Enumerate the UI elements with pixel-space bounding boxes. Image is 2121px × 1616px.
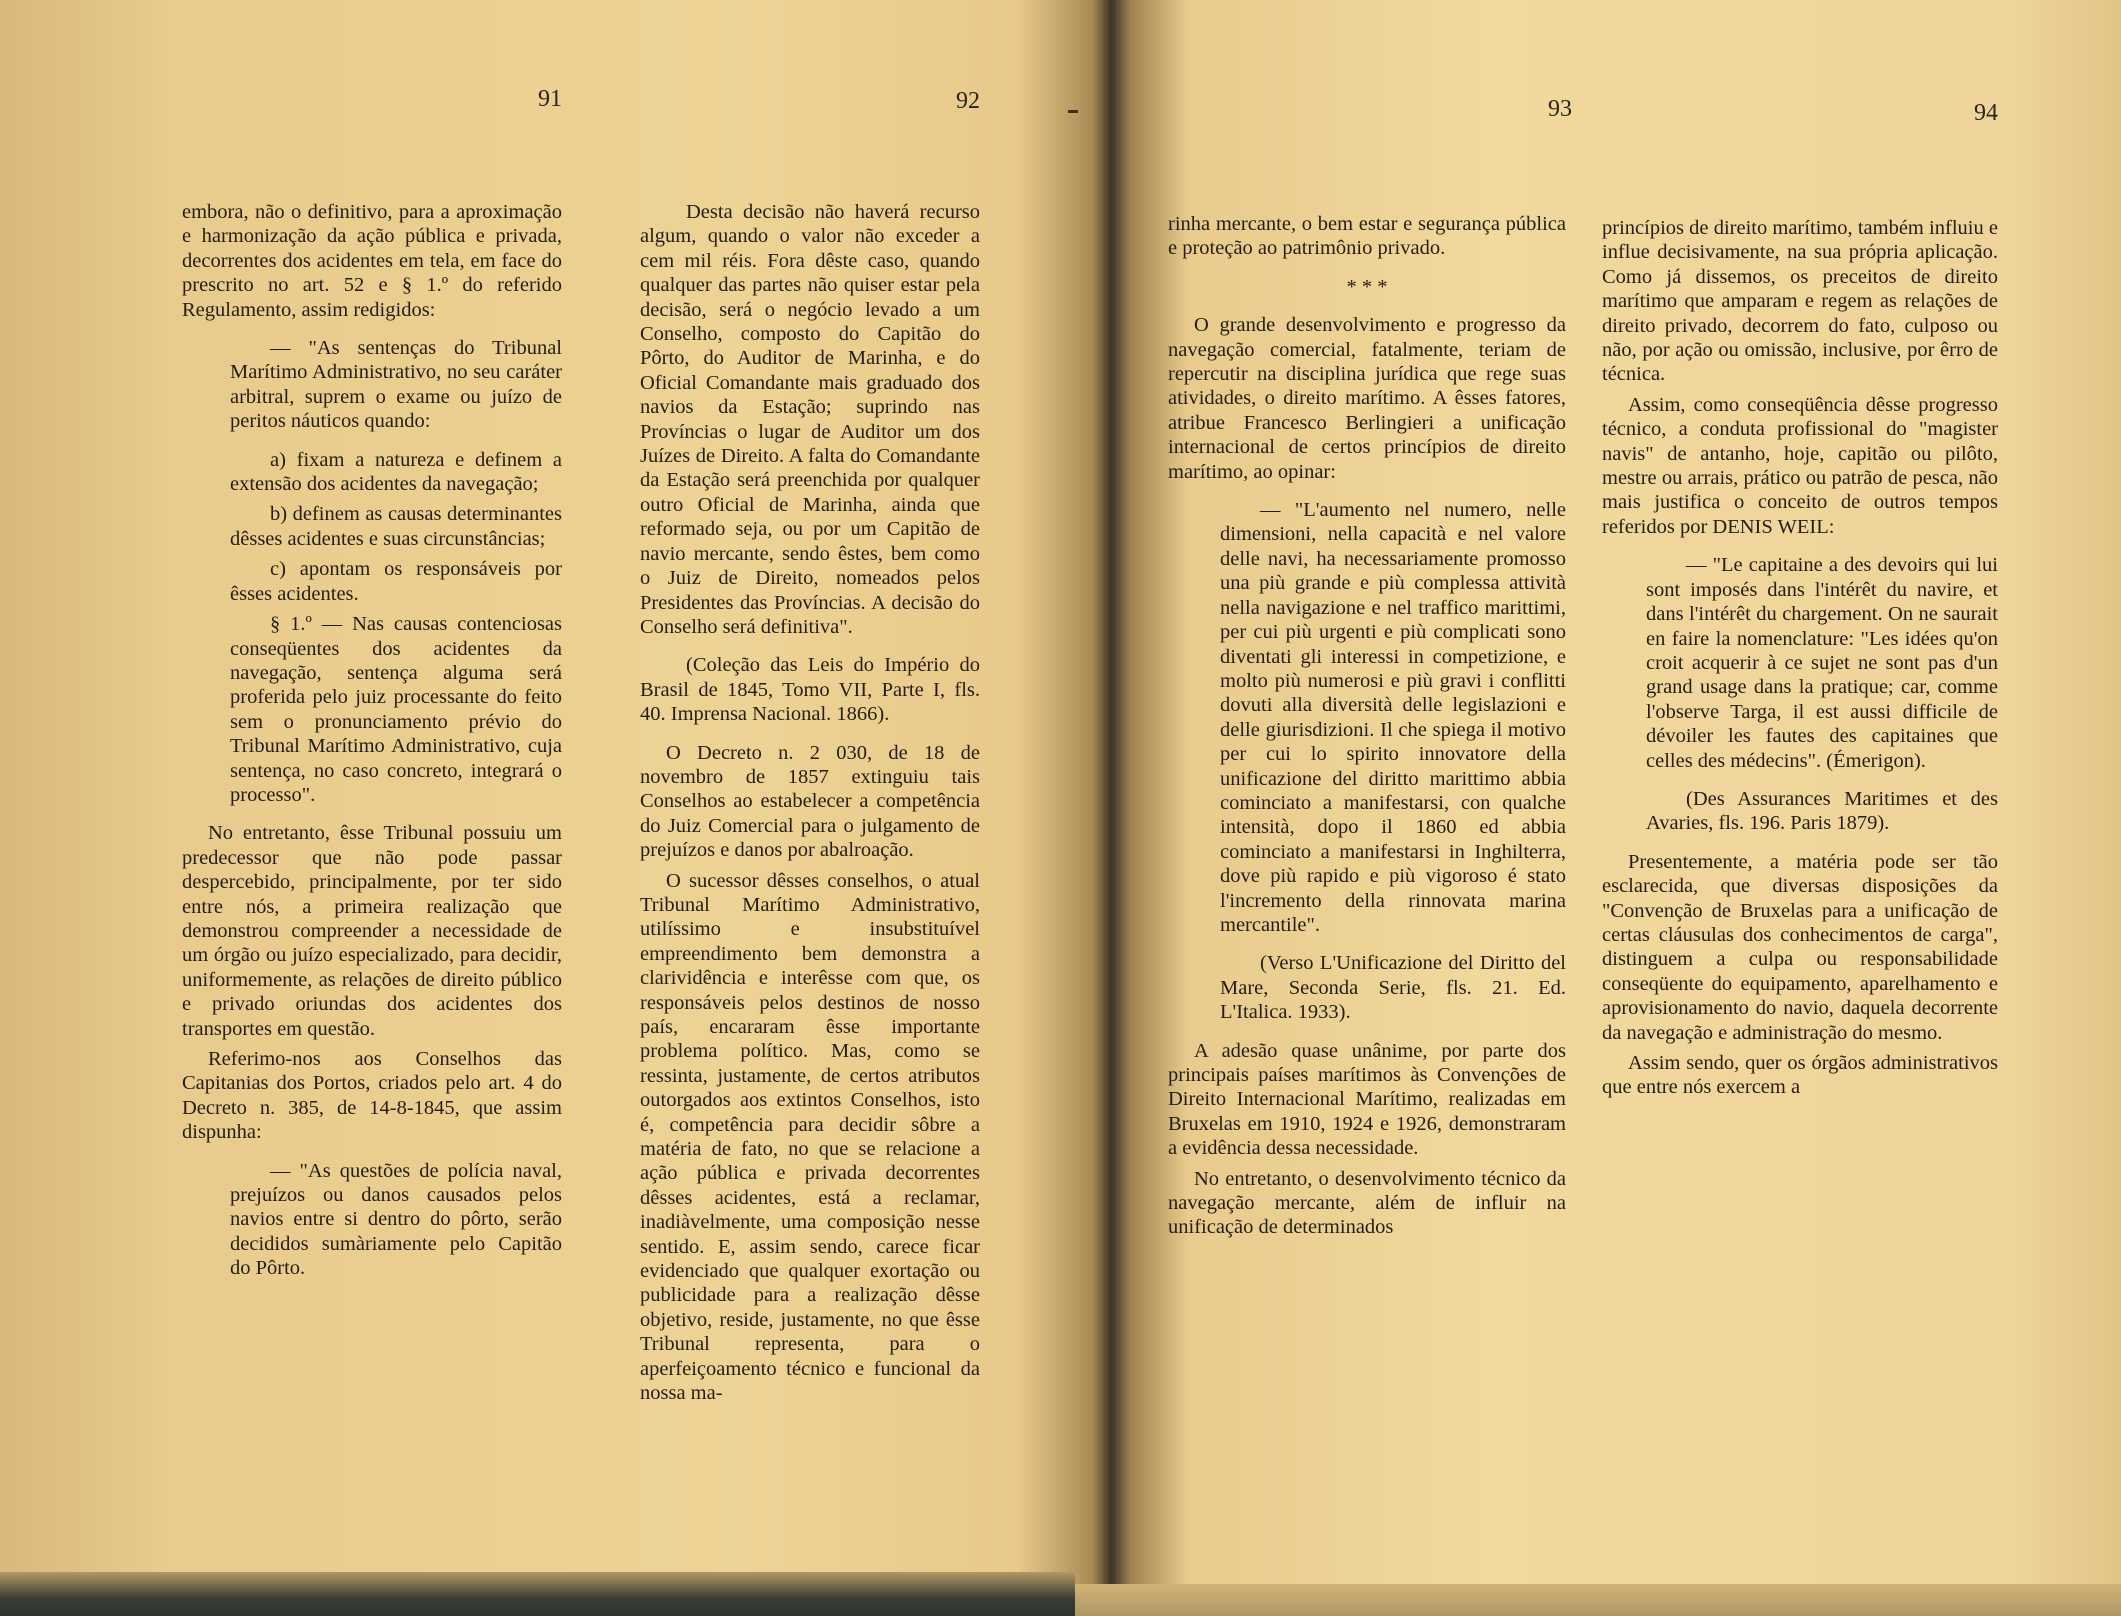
paragraph: Assim, como conseqüência dêsse progresso técnico, a conduta profissional do "magister navis" de antanho, hoje, capitão ou pilôto, mestre ou arrais, prático ou patrão de pesca, não mais justifica o conceito de outros tempos referidos por DENIS WEIL:	[1602, 393, 1998, 538]
citation: (Des Assurances Maritimes et des Avaries, fls. 196. Paris 1879).	[1646, 787, 1998, 835]
paragraph: No entretanto, o desenvolvimento técnico da navegação mercante, além de influir na unificação de determinados	[1168, 1167, 1566, 1239]
section-separator: * * *	[1346, 275, 1388, 298]
citation: (Coleção das Leis do Império do Brasil de 1845, Tomo VII, Parte I, fls. 40. Imprensa Nacional. 1866).	[640, 654, 980, 726]
paragraph: O sucessor dêsses conselhos, o atual Tribunal Marítimo Administrativo, utilíssimo e insubstituível empreendimento bem demonstra a clarividência e interêsse com que, os responsáveis pelos destinos de nosso país, encararam êsse importante problema político. Mas, como se ressinta, justamente, de certos atributos outorgados aos extintos Conselhos, isto é, competência para decidir sôbre a matéria de fato, no que se relacione a ação pública e privada decorrentes dêsses acidentes, está a reclamar, inadiàvelmente, uma composição nesse sentido. E, assim sendo, carece ficar evidenciado que qualquer exortação ou publicidade para a realização dêsse objetivo, reside, justamente, no que êsse Tribunal representa, para o aperfeiçoamento técnico e funcional da nossa ma-	[640, 869, 980, 1405]
quote-paragraph: — "L'aumento nel numero, nelle dimensioni, nella capacità e nel valore delle navi, ha necessariamente promosso una più grande e più complessa attività nella navigazione e nel traffico marittimi, per cui più urgenti e più complicati sono diventati gli interessi in competizione, e molto più numerosi e più gravi i conflitti dovuti alla diversità delle legislazioni e delle giurisdizioni. Il che spiega il motivo per cui lo spirito innovatore della unificazione del diritto marittimo abbia cominciato a manifestarsi, con qualche intensità, dopo il 1860 ed abbia cominciato a manifestarsi in Inghilterra, dove più rapido e più vigoroso é stato l'incremento della rinnovata marina mercantile".	[1220, 499, 1566, 936]
binding-mark	[1068, 110, 1078, 113]
paragraph: Referimo-nos aos Conselhos das Capitanias dos Portos, criados pelo art. 4 do Decreto n. 385, de 14-8-1845, que assim dispunha:	[182, 1048, 562, 1144]
page-number-93: 93	[1548, 96, 1572, 122]
paragraph: Presentemente, a matéria pode ser tão esclarecida, que diversas disposições da "Convenção de Bruxelas para a unificação de certas cláusulas dos conhecimentos de carga", distinguem a culpa ou responsabilidade conseqüente do equipamento, aparelhamento e aprovisionamento do navio, daquela decorrente da navegação e administração do mesmo.	[1602, 850, 1998, 1044]
quote-item-c: c) apontam os responsáveis por êsses acidentes.	[230, 558, 562, 605]
page-92-text	[640, 200, 980, 1406]
quote-paragraph: — "Le capitaine a des devoirs qui lui sont imposés dans l'intérêt du navire, et dans l'intérêt du chargement. On ne saurait en faire la nomenclature: "Les idées qu'on croit acquerir à ce sujet ne sont pas d'un grand usage dans la pratique; car, comme l'observe Targa, il est aussi difficile de dévoiler les fautes des capitaines que celles des médecins". (Émerigon).	[1646, 554, 1998, 772]
page-94-text	[1602, 216, 1998, 1100]
paragraph: O Decreto n. 2 030, de 18 de novembro de 1857 extinguiu tais Conselhos ao estabelecer a competência do Juiz Comercial para o julgamento de prejuízos e danos por abalroação.	[640, 741, 980, 862]
quote-item-b: b) definem as causas determinantes dêsses acidentes e suas circunstâncias;	[230, 503, 562, 550]
paragraph: Assim sendo, quer os órgãos administrativos que entre nós exercem a	[1602, 1052, 1998, 1099]
paragraph: embora, não o definitivo, para a aproximação e harmonização da ação pública e privada, decorrentes dos acidentes em tela, em face do prescrito no art. 52 e § 1.º do referido Regulamento, assim redigidos:	[182, 201, 562, 321]
page-91-text	[182, 200, 562, 1281]
paragraph: Desta decisão não haverá recurso algum, quando o valor não exceder a cem mil réis. Fora dêste caso, quando qualquer das partes não quiser estar pela decisão, será o negócio levado a um Conselho, composto do Capitão do Pôrto, do Auditor de Marinha, e do Oficial Comandante mais graduado dos navios da Estação; suprindo nas Províncias o lugar de Auditor um dos Juízes de Direito. A falta do Comandante da Estação será preenchida por qualquer outro Oficial de Marinha, ainda que reformado seja, ou por um Capitão de navio mercante, sendo êstes, bem como o Juiz de Direito, nomeados pelos Presidentes das Províncias. A decisão do Conselho será definitiva".	[640, 201, 980, 638]
quote-paragraph: § 1.º — Nas causas contenciosas conseqüentes dos acidentes da navegação, sentença alguma será proferida pelo juiz processante do feito sem o pronunciamento prévio do Tribunal Marítimo Administrativo, cuja sentença, no caso concreto, integrará o processo".	[230, 613, 562, 806]
paragraph: rinha mercante, o bem estar e segurança pública e proteção ao patrimônio privado.	[1168, 213, 1566, 260]
paragraph: princípios de direito marítimo, também influiu e influe decisivamente, na sua própria aplicação. Como já dissemos, os preceitos de direito marítimo que amparam e regem as relações de direito privado, decorrem do fato, culposo ou não, por ação ou omissão, inclusive, por êrro de técnica.	[1602, 217, 1998, 386]
paragraph: O grande desenvolvimento e progresso da navegação comercial, fatalmente, teriam de repercutir na disciplina jurídica que rege suas atividades, o direito marítimo. A êsses fatores, atribue Francesco Berlingieri a unificação internacional de certos princípios de direito marítimo, ao opinar:	[1168, 314, 1566, 483]
paragraph: A adesão quase unânime, por parte dos principais países marítimos às Convenções de Direito Internacional Marítimo, realizadas em Bruxelas em 1910, 1924 e 1926, demonstraram a evidência dessa necessidade.	[1168, 1039, 1566, 1160]
page-93-text	[1168, 212, 1566, 1240]
paragraph: No entretanto, êsse Tribunal possuiu um predecessor que não pode passar despercebido, principalmente, por ter sido entre nós, a primeira realização que demonstrou compreender a necessidade de um órgão ou juízo especializado, para decidir, uniformemente, as relações de direito público e privado oriundas dos acidentes dos transportes em questão.	[182, 822, 562, 1040]
page-number-91: 91	[538, 86, 562, 112]
book-edge-bottom-right	[1075, 1584, 2121, 1616]
quote-paragraph: — "As questões de polícia naval, prejuízos ou danos causados pelos navios entre si dentro do pôrto, serão decididos sumàriamente pelo Capitão do Pôrto.	[230, 1159, 562, 1280]
book-edge-bottom-left	[0, 1572, 1075, 1616]
citation: (Verso L'Unificazione del Diritto del Mare, Seconda Serie, fls. 21. Ed. L'Italica. 1933).	[1220, 952, 1566, 1024]
page-number-92: 92	[956, 88, 980, 114]
quote-item-a: a) fixam a natureza e definem a extensão dos acidentes da navegação;	[230, 448, 562, 496]
page-number-94: 94	[1974, 100, 1998, 126]
quote-paragraph: — "As sentenças do Tribunal Marítimo Administrativo, no seu caráter arbitral, suprem o exame ou juízo de peritos náuticos quando:	[230, 337, 562, 433]
